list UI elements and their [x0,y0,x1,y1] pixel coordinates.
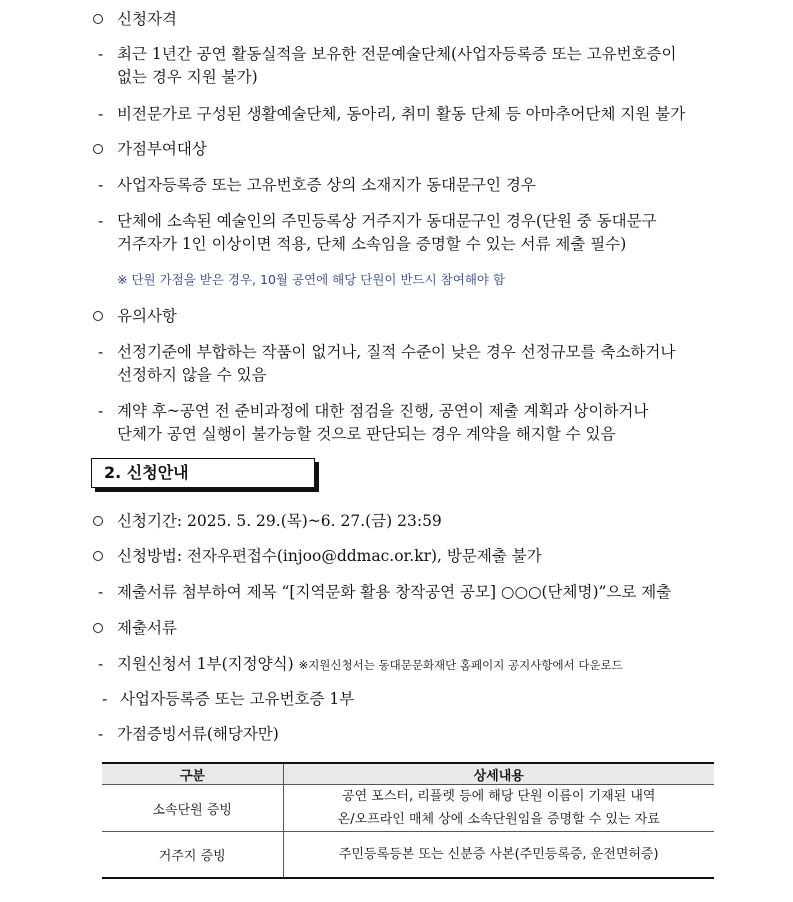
row-details [283,832,714,878]
table-row [102,785,714,832]
list-item-text: 사업자등록증 또는 고유번호증 1부 [120,690,355,708]
list-item-text: 비전문가로 구성된 생활예술단체, 동아리, 취미 활동 단체 등 아마추어단체 지원 불가 [117,105,686,123]
heading-text: 유의사항 [117,307,177,325]
list-item-text: 선정하지 않을 수 있음 [117,366,267,384]
row-details [283,785,714,832]
heading-text: 가점부여대상 [117,140,207,158]
list-item-text: 가점증빙서류(해당자만) [117,725,279,743]
circle-bullet-icon [93,144,103,154]
circle-bullet-icon [93,311,103,321]
heading-text: 신청자격 [117,10,177,28]
dash-bullet: - [98,583,104,601]
list-item-text: 최근 1년간 공연 활동실적을 보유한 전문예술단체(사업자등록증 또는 고유번호증이 [117,45,677,63]
dash-bullet: - [98,212,104,230]
period-text: 신청기간: 2025. 5. 29.(목)~6. 27.(금) 23:59 [117,512,442,530]
section-title: 2. 신청안내 [104,463,189,482]
dash-bullet: - [98,655,104,673]
list-item-text: 없는 경우 지원 불가) [117,68,258,86]
list-item-text: 선정기준에 부합하는 작품이 없거나, 질적 수준이 낮은 경우 선정규모를 축소하거나 [117,343,676,361]
row-category: 거주지 증빙 [102,832,283,878]
list-item-text: 사업자등록증 또는 고유번호증 상의 소재지가 동대문구인 경우 [117,176,536,194]
row-category: 소속단원 증빙 [102,785,283,832]
bonus-note: ※ 단원 가점을 받은 경우, 10월 공연에 해당 단원이 반드시 참여해야 함 [117,272,506,287]
detail-line: 주민등록등본 또는 신분증 사본(주민등록증, 운전면허증) [338,846,659,862]
dash-bullet: - [98,402,104,420]
heading-text: 제출서류 [117,619,177,637]
table-header-row [102,763,714,785]
dash-bullet: - [102,690,108,708]
doc1-note: ※지원신청서는 동대문문화재단 홈페이지 공지사항에서 다운로드 [298,658,623,672]
doc1-text: 지원신청서 1부(지정양식) [117,655,294,673]
method-text: 신청방법: 전자우편접수(injoo@ddmac.or.kr), 방문제출 불가 [117,547,542,565]
list-item-text: 단체에 소속된 예술인의 주민등록상 거주지가 동대문구인 경우(단원 중 동대문구 [117,212,657,230]
section-title-box [91,458,315,488]
column-header: 상세내용 [283,763,714,785]
circle-bullet-icon [93,551,103,561]
table-row [102,832,714,878]
dash-bullet: - [98,343,104,361]
circle-bullet-icon [93,14,103,24]
documents-table [102,762,714,879]
circle-bullet-icon [93,516,103,526]
detail-line: 공연 포스터, 리플렛 등에 해당 단원 이름이 기재된 내역 [342,789,656,804]
column-header: 구분 [102,763,283,785]
list-item-text: 계약 후~공연 전 준비과정에 대한 점검을 진행, 공연이 제출 계획과 상이하거나 [117,402,649,420]
dash-bullet: - [98,725,104,743]
detail-line: 온/오프라인 매체 상에 소속단원임을 증명할 수 있는 자료 [337,812,660,827]
dash-bullet: - [98,45,104,63]
list-item-text: 단체가 공연 실행이 불가능할 것으로 판단되는 경우 계약을 해지할 수 있음 [117,425,616,443]
list-item-text [117,654,623,675]
dash-bullet: - [98,105,104,123]
list-item-text: 거주자가 1인 이상이면 적용, 단체 소속임을 증명할 수 있는 서류 제출 필수) [117,235,627,253]
subject-text: 제출서류 첨부하여 제목 “[지역문화 활용 창작공연 공모] ○○○(단체명)”으로 제출 [117,583,672,601]
circle-bullet-icon [93,623,103,633]
dash-bullet: - [98,176,104,194]
